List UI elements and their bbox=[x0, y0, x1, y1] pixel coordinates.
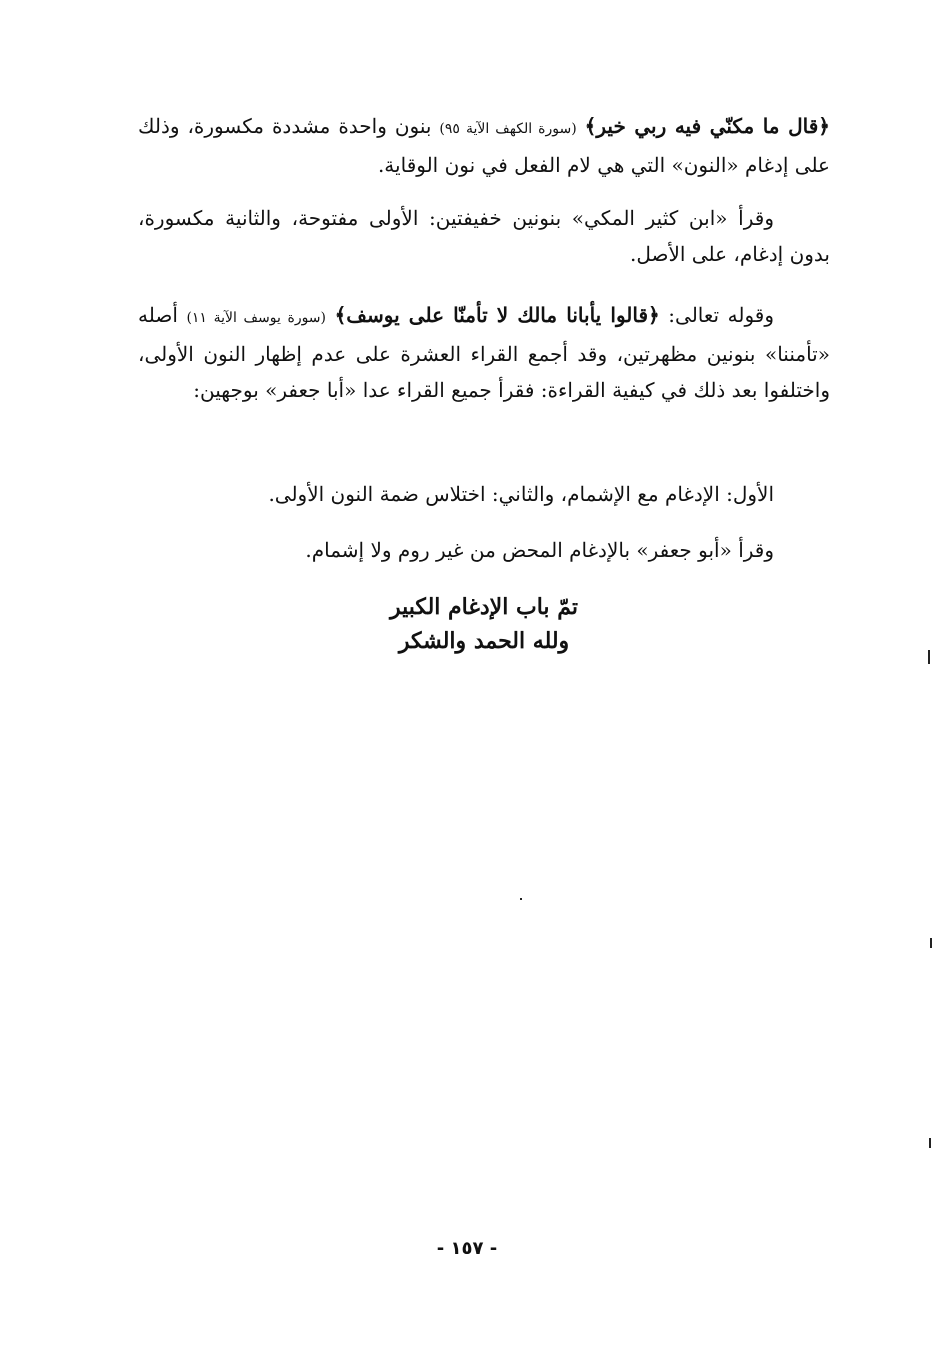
scan-edge-mark bbox=[929, 1138, 931, 1148]
scan-speck bbox=[520, 898, 522, 900]
closing-block bbox=[138, 590, 830, 658]
verse-quote: ﴿قالوا يأبانا مالك لا تأمنّا على يوسف﴾ bbox=[334, 303, 660, 327]
paragraph-1 bbox=[138, 108, 830, 183]
closing-line-2: ولله الحمد والشكر bbox=[398, 628, 570, 654]
paragraph-2-text: وقرأ «ابن كثير المكي» بنونين خفيفتين: الأولى مفتوحة، والثانية مكسورة، بدون إدغام، على الأصل. bbox=[138, 206, 830, 266]
paragraph-3 bbox=[138, 297, 830, 408]
verse-quote: ﴿قال ما مكنّي فيه ربي خير﴾ bbox=[584, 114, 830, 138]
paragraph-text: بنون واحدة مشددة مكسورة، وذلك على إدغام «النون» التي هي لام الفعل في نون الوقاية. bbox=[138, 114, 830, 177]
scan-edge-mark bbox=[928, 650, 930, 664]
paragraph-3-text bbox=[138, 297, 830, 408]
verse-reference: (سورة يوسف الآية ١١) bbox=[186, 310, 327, 326]
paragraph-text: أصله «تأمننا» بنونين مظهرتين، وقد أجمع القراء العشرة على عدم إظهار النون الأولى، واختلفوا بعد ذلك في كيفية القراءة: فقرأ جميع القراء عدا «أبا جعفر» بوجهين: bbox=[138, 303, 830, 402]
scan-edge-mark bbox=[930, 938, 932, 948]
closing-line-1: تمّ باب الإدغام الكبير bbox=[390, 594, 578, 620]
paragraph-2 bbox=[138, 200, 830, 272]
page-number: - ١٥٧ - bbox=[436, 1238, 498, 1259]
paragraph-1-text bbox=[138, 108, 830, 183]
paragraph-lead: وقوله تعالى: bbox=[668, 303, 775, 327]
verse-reference: (سورة الكهف الآية ٩٥) bbox=[439, 121, 577, 137]
paragraph-4-text: الأول: الإدغام مع الإشمام، والثاني: اختلاس ضمة النون الأولى. bbox=[268, 482, 774, 506]
paragraph-5 bbox=[138, 532, 830, 568]
paragraph-4 bbox=[138, 476, 830, 512]
paragraph-5-text: وقرأ «أبو جعفر» بالإدغام المحض من غير روم ولا إشمام. bbox=[305, 538, 774, 562]
